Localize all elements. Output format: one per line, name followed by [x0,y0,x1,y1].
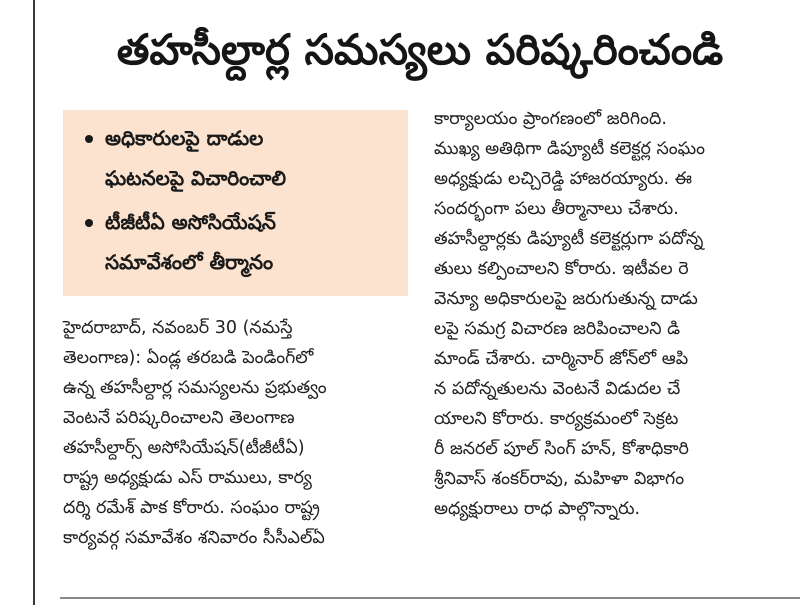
text-line: తహసీల్దార్లకు డిప్యూటీ కలెక్టర్లుగా పదోన్న [434,229,704,249]
text-line: మాండ్ చేశారు. చార్మినార్ జోన్‌లో ఆపి [434,349,689,369]
text-line: వెన్యూ అధికారులపై జరుగుతున్న దాడు [434,289,698,309]
text-line: రీ జనరల్ పూల్ సింగ్ హన్, కోశాధికారి [434,439,689,459]
text-line: తులు కల్పించాలని కోరారు. ఇటీవల రె [434,259,689,279]
text-line: రాష్ట్ర అధ్యక్షుడు ఎస్ రాములు, కార్య [63,468,312,488]
text-line: దర్శి రమేశ్ పాక కోరారు. సంఘం రాష్ట్ర [63,498,320,518]
text-line: శ్రీనివాస్ శంకర్‌రావు, మహిళా విభాగం [434,469,685,489]
text-line: కార్యవర్గ సమావేశం శనివారం సీసీఎల్‌ఏ [63,528,325,548]
highlight-line: సమావేశంలో తీర్మానం [105,250,274,274]
text-line: సందర్భంగా పలు తీర్మానాలు చేశారు. [434,199,679,219]
highlight-line: ఘటనలపై విచారించాలి [105,166,287,190]
text-line: లపై సమగ్ర విచారణ జరిపించాలని డి [434,319,681,339]
right-column [434,104,794,524]
page-left-rule [33,0,35,605]
text-line: కార్యాలయం ప్రాంగణంలో జరిగింది. [434,109,667,129]
text-line: అధ్యక్షురాలు రాధ పాల్గొన్నారు. [434,499,641,519]
text-line: హైదరాబాద్, నవంబర్ 30 (నమస్తే [63,318,293,338]
text-line: అధ్యక్షుడు లచ్చిరెడ్డి హాజరయ్యారు. ఈ [434,169,693,189]
text-line: తెలంగాణ): ఏండ్ల తరబడి పెండింగ్‌లో [63,348,314,368]
highlight-item [85,122,286,194]
headline: తహసీల్దార్ల సమస్యలు పరిష్కరించండి [116,25,724,74]
highlight-line: అధికారులపై దాడుల [105,126,264,150]
text-line: ముఖ్య అతిథిగా డిప్యూటీ కలెక్టర్ల సంఘం [434,139,705,159]
text-line: తహసీల్దార్స్ అసోసియేషన్(టీజీటీఏ) [63,438,305,458]
bullet-icon [85,135,93,143]
text-line: న పదోన్నతులను వెంటనే విడుదల చే [434,379,681,399]
highlight-item [85,206,276,278]
text-line: ఉన్న తహసీల్దార్ల సమస్యలను ప్రభుత్వం [63,378,327,398]
bottom-rule [60,597,800,599]
highlight-line: టీజీటీఏ అసోసియేషన్ [105,210,276,234]
left-column [63,313,413,553]
text-line: వెంటనే పరిష్కరించాలని తెలంగాణ [63,408,295,428]
highlight-box [63,110,408,296]
bullet-icon [85,219,93,227]
text-line: యాలని కోరారు. కార్యక్రమంలో సెక్రట [434,409,679,429]
